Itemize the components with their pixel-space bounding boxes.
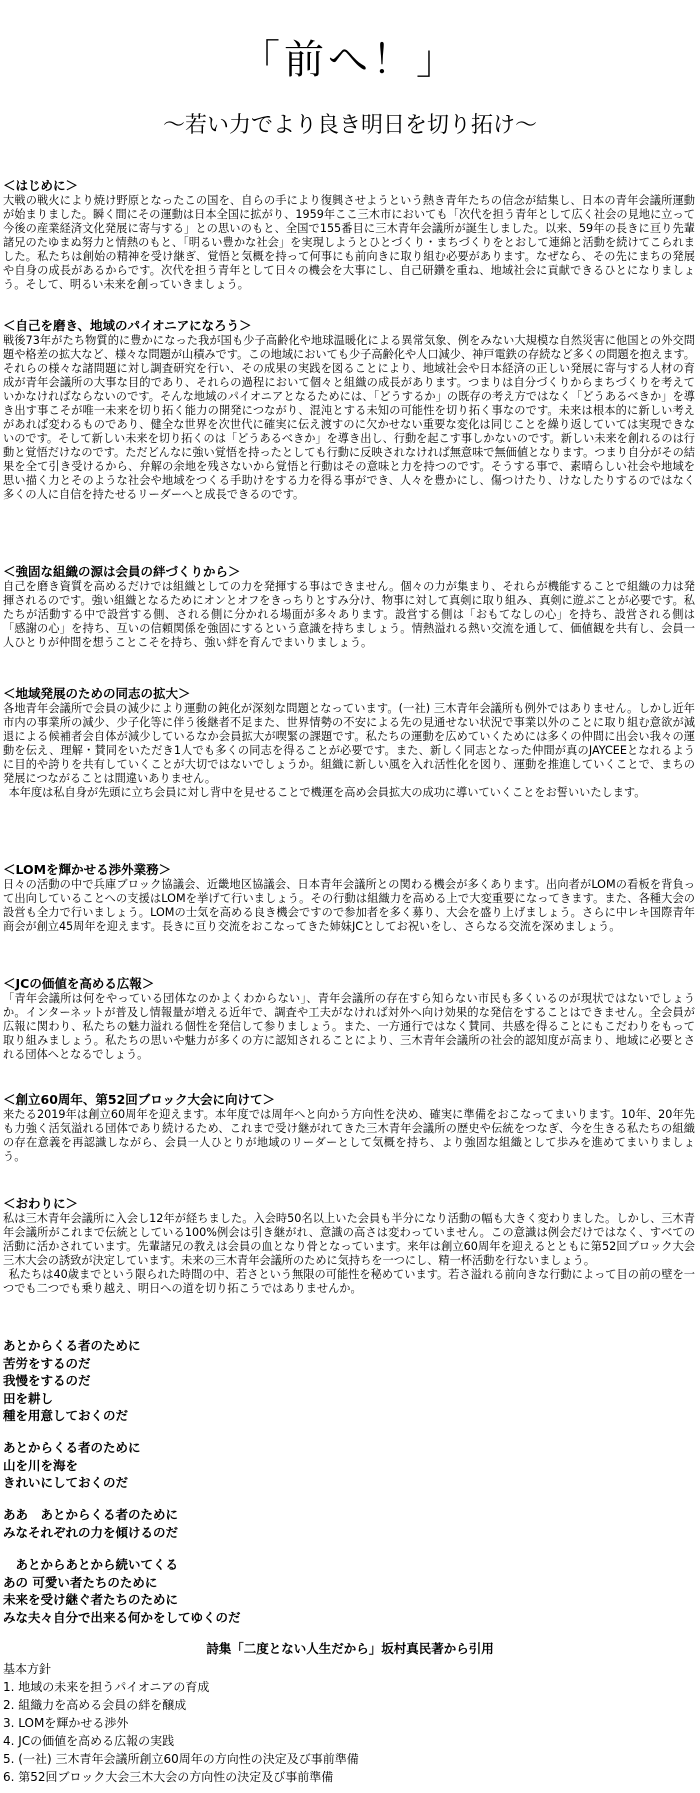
policy-item: 4. JCの価値を高める広報の実践 — [3, 1734, 175, 1748]
poem-line: ああ あとからくる者のために — [3, 1507, 179, 1522]
section-paragraph: 戦後73年がたち物質的に豊かになった我が国も少子高齢化や地球温暖化による異常気象、例をみない大規模な自然災害に他国との外交問題や格差の拡大など、様々な問題が山積みです。この地域においても少子高齢化や人口減少、神戸電鉄の存続など多くの問題を抱えます。それらの様々な諸問題に対し調査研究を行い、その成果の実践を図ることにより、地域社会や日本経済の正しい発展に寄与する人材の育成が青年会議所の大事な目的であり、それらの過程において個々と組織の成長があります。つまりは自分づくりからまちづくりを考えていかなければならないのです。そんな地域のパイオニアとなるためには、「どうするか」の既存の考え方ではなく「どうあるべきか」を導き出す事こそが唯一未来を切り拓く能力の開発につながり、混沌とする未知の可能性を切り拓く事なのです。未来は根本的に新しい考えがあれば変わるものであり、健全な世界を次世代に確実に伝え渡すのに欠かせない重要な変化は同じことを繰り返していては実現できないのです。そして新しい未来を切り拓くのは「どうあるべきか」を導き出し、行動を起こす事しかないのです。新しい未来を創れるのは行動と覚悟だけなのです。ただどんなに強い覚悟を持ったとしても行動に反映されなければ無意味で無価値となります。つまり自分がその結果を全て引き受けるから、弁解の余地を残さないから覚悟と行動はその意味と力を持つのです。そうする事で、素晴らしい社会や地域を思い描く力とそのような社会や地域をつくる手助けをする力を得る事ができ、人々を豊かにし、傷つけたり、けなしたりするのではなく多くの人に自信を持たせるリーダーへと成長できるのです。 — [3, 334, 695, 501]
poem-stanza — [3, 1337, 695, 1425]
section-public-relations — [3, 976, 695, 1062]
section-anniversary — [3, 1092, 695, 1164]
poem-line: 田を耕し — [3, 1390, 54, 1406]
section-pioneer — [3, 318, 695, 502]
poem-line: 苦労をするのだ — [3, 1355, 91, 1371]
poem-stanza — [3, 1506, 695, 1541]
section-introduction — [3, 178, 695, 292]
section-membership — [3, 686, 695, 800]
section-heading: ＜LOMを輝かせる渉外業務＞ — [3, 862, 172, 877]
poem-line: あとからあとから続いてくる — [3, 1557, 179, 1572]
poem-line: みなそれぞれの力を傾けるのだ — [3, 1524, 179, 1540]
section-heading: ＜強固な組織の源は会員の絆づくりから＞ — [3, 564, 241, 579]
section-organization — [3, 564, 695, 650]
section-heading: ＜自己を磨き、地域のパイオニアになろう＞ — [3, 318, 252, 333]
section-heading: ＜地域発展のための同志の拡大＞ — [3, 686, 191, 701]
section-conclusion — [3, 1196, 695, 1296]
section-heading: ＜創立60周年、第52回ブロック大会に向けて＞ — [3, 1092, 276, 1107]
poem-line: 山を川を海を — [3, 1457, 79, 1473]
poem-line: 我慢をするのだ — [3, 1373, 91, 1388]
policy-item: 3. LOMを輝かせる渉外 — [3, 1716, 129, 1730]
section-paragraph: 「青年会議所は何をやっている団体なのかよくわからない」、青年会議所の存在すら知らない市民も多くいるのが現状ではないでしょうか。インターネットが普及し情報量が増える近年で、調査や工夫がなければ対外へ向け効果的な発信をすることはできません。全会員が広報に関わり、私たちの魅力溢れる個性を発信して参りましょう。また、一方通行ではなく賛同、共感を得ることにもこだわりをもって取り組みましょう。私たちの思いや魅力が多くの方に認知されることにより、三木青年会議所の社会的認知度が高まり、地域に必要とされる団体へとなるでしょう。 — [3, 992, 695, 1061]
poem-line: あの 可愛い者たちのために — [3, 1574, 158, 1590]
section-paragraph: 自己を磨き資質を高めるだけでは組織としての力を発揮する事はできません。個々の力が集まり、それらが機能することで組織の力は発揮されるのです。強い組織となるためにオンとオフをきっちりとすみ分け、物事に対して真剣に取り組み、真剣に遊ぶことが必要です。私たちが活動する中で設営する側、される側に分かれる場面が多々あります。設営する側は「おもてなしの心」を持ち、設営される側は「感謝の心」を持ち、互いの信頼関係を強固にするという意識を持ちましょう。情熱溢れる熱い交流を通して、価値観を共有し、会員一人ひとりが仲間を想うことこそを持ち、強い絆を育んでまいりましょう。 — [3, 580, 695, 649]
section-paragraph: 本年度は私自身が先頭に立ち会員に対し背中を見せることで機運を高め会員拡大の成功に導いていくことをお誓いいたします。 — [8, 786, 646, 799]
section-heading: ＜JCの価値を高める広報＞ — [3, 976, 155, 991]
poem-stanza — [3, 1439, 695, 1492]
policy-item: 5. (一社) 三木青年会議所創立60周年の方向性の決定及び事前準備 — [3, 1752, 359, 1766]
poem-line: あとからくる者のために — [3, 1338, 141, 1353]
policy-heading: 基本方針 — [3, 1662, 52, 1676]
policy-item: 6. 第52回ブロック大会三木大会の方向性の決定及び事前準備 — [3, 1770, 334, 1784]
page-subtitle: ～若い力でより良き明日を切り拓け～ — [162, 113, 537, 138]
section-paragraph: 大戦の戦火により焼け野原となったこの国を、自らの手により復興させようという熱き青年たちの信念が結集し、日本の青年会議所運動が始まりました。瞬く間にその運動は日本全国に拡がり、1959年ここ三木市においても「次代を担う青年として広く社会の見地に立って今後の産業経済文化発展に寄与する」との思いのもと、全国で155番目に三木青年会議所が誕生しました。以来、59年の長きに亘り先輩諸兄のたゆまぬ努力と情熱のもと、「明るい豊かな社会」を実現しようとひとづくり・まちづくりをとおして連綿と活動を続けてこられました。私たちは創始の精神を受け継ぎ、覚悟と気概を持って何事にも前向きに取り組む必要があります。なぜなら、その先にまちの発展や自身の成長があるからです。次代を担う青年として日々の機会を大事にし、自己研鑽を重ね、地域社会に貢献できるひとになりましょう。そして、明るい未来を創っていきましょう。 — [3, 194, 695, 291]
poem-stanza — [3, 1556, 695, 1626]
page-title: 「前へ！」 — [240, 37, 460, 83]
section-heading: ＜はじめに＞ — [3, 178, 79, 193]
section-paragraph: 日々の活動の中で兵庫ブロック協議会、近畿地区協議会、日本青年会議所との関わる機会が多くあります。出向者がLOMの看板を背負って出向していることへの支援はLOMを挙げて行いましょう。その行動は組織力を高める上で大変重要になってきます。また、各種大会の設営も全力で行いましょう。LOMの士気を高める良き機会ですので参加者を多く募り、大会を盛り上げましょう。さらに中レキ国際青年商会が創立45周年を迎えます。長きに亘り交流をおこなってきた姉妹JCとしてお祝いをし、さらなる交流を深めましょう。 — [3, 878, 695, 933]
poem-line: 種を用意しておくのだ — [3, 1408, 129, 1423]
section-paragraph: 各地青年会議所で会員の減少により運動の鈍化が深刻な問題となっています。(一社) 三木青年会議所も例外ではありません。しかし近年市内の事業所の減少、少子化等に伴う後継者不足また、世界情勢の不安による先の見通せない状況で事業以外のことに取り組む意欲が減退による候補者会自体が減少しているなか会員拡大が喫緊の課題です。私たちの運動を広めていくためには多くの仲間に出会い我々の運動を伝え、理解・賛同をいただき1人でも多くの同志を得ることが必要です。また、新しく同志となった仲間が真のJAYCEEとなれるように目的や誇りを共有していくことが大切ではないでしょうか。組織に新しい風を入れ活性化を図り、運動を推進していくことで、まちの発展につながることは間違いありません。 — [3, 702, 695, 785]
poem-line: あとからくる者のために — [3, 1440, 141, 1455]
section-heading: ＜おわりに＞ — [3, 1196, 79, 1211]
basic-policy — [3, 1660, 695, 1786]
poem-line: きれいにしておくのだ — [3, 1475, 129, 1490]
poem-line: みな夫々自分で出来る何かをしてゆくのだ — [3, 1609, 241, 1625]
poem-line: 未来を受け継ぐ者たちのために — [3, 1592, 179, 1607]
policy-item: 2. 組織力を高める会員の絆を醸成 — [3, 1698, 187, 1712]
section-paragraph: 来たる2019年は創立60周年を迎えます。本年度では周年へと向かう方向性を決め、確実に準備をおこなってまいります。10年、20年先も力強く活気溢れる団体であり続けるため、これまで受け継がれてきた三木青年会議所の歴史や伝統をつなぎ、今を生きる私たちの組織の存在意義を再認識しながら、会員一人ひとりが地域のリーダーとして気概を持ち、より強固な組織として歩みを進めてまいりましょう。 — [3, 1108, 695, 1163]
section-paragraph: 私は三木青年会議所に入会し12年が経ちました。入会時50名以上いた会員も半分になり活動の幅も大きく変わりました。しかし、三木青年会議所がこれまで伝統としている100%例会は引き継がれ、意識の高さは変わっていません。この意識は例会だけではなく、すべての活動に活かされています。先輩諸兄の教えは会員の血となり骨となっています。来年は創立60周年を迎えるとともに第52回ブロック大会三木大会の誘致が決定しています。未来の三木青年会議所のために気持ちを一つにし、精一杯活動を行ないましょう。 — [3, 1212, 695, 1267]
section-paragraph: 私たちは40歳までという限られた時間の中、若さという無限の可能性を秘めています。若さ溢れる前向きな行動によって目の前の壁を一つでも二つでも乗り越え、明日への道を切り拓こうではありませんか。 — [3, 1268, 695, 1295]
section-external-relations — [3, 862, 695, 934]
policy-item: 1. 地域の未来を担うパイオニアの育成 — [3, 1680, 210, 1694]
poem-citation: 詩集「二度とない人生だから」坂村真民著から引用 — [206, 1641, 494, 1656]
